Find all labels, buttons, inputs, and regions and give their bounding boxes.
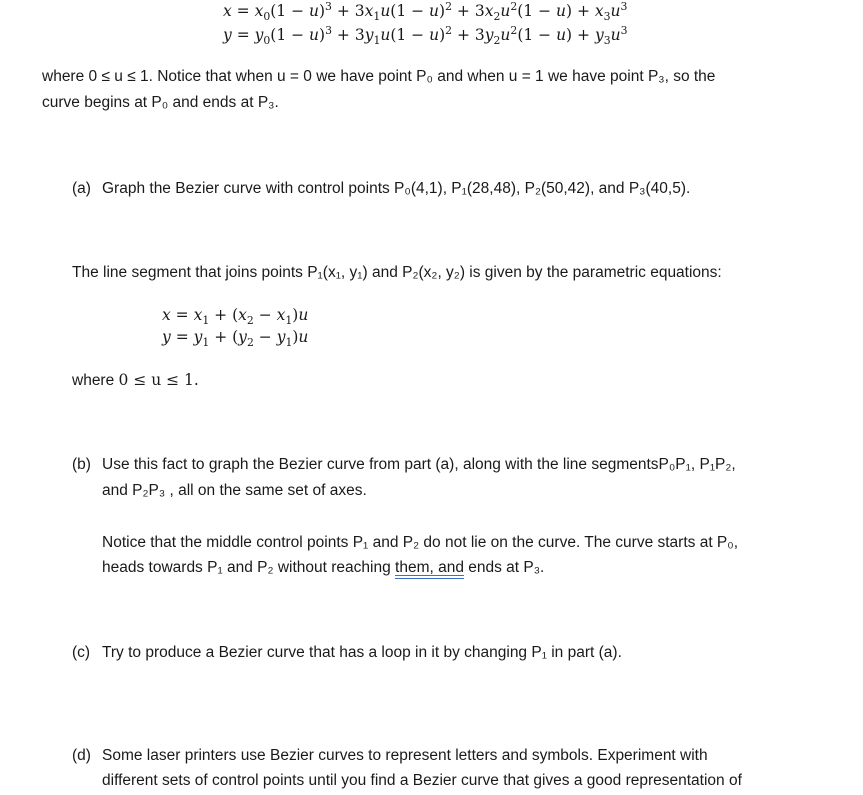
part-b-note-line-1: Notice that the middle control points P₁ and P₂ do not lie on the curve. The curve starts at P₀, [102,534,739,551]
part-b-line-2: and P₂P₃ , all on the same set of axes. [102,482,367,499]
line-y-equation: $y = y_1 + (y_2 - y_1)u$ [162,328,309,349]
line-x-equation: $x = x_1 + (x_2 - x_1)u$ [162,306,309,327]
part-b-note-line-2: heads towards P₁ and P₂ without reaching them, and ends at P₃. [102,559,545,576]
range-statement: where 0 ≤ u ≤ 1. [72,371,199,389]
bezier-x-equation: $x = x_0(1 - u)^3 + 3x_1u(1 - u)^2 + 3x_2u^2(1 - u) + x_3u^3$ [223,0,628,23]
part-d-label: (d) [72,747,91,764]
part-a-text: Graph the Bezier curve with control points P₀(4,1), P₁(28,48), P₂(50,42), and P₃(40,5). [102,180,691,197]
part-a-label: (a) [72,180,91,197]
part-d-line-2: different sets of control points until you find a Bezier curve that gives a good representation of [102,772,742,789]
bezier-y-equation: $y = y_0(1 - u)^3 + 3y_1u(1 - u)^2 + 3y_2u^2(1 - u) + y_3u^3$ [223,24,628,47]
segment-intro: The line segment that joins points P₁(x₁, y₁) and P₂(x₂, y₂) is given by the parametric equations: [72,264,722,281]
intro-line-2: curve begins at P₀ and ends at P₃. [42,94,279,111]
intro-line-1: where 0 ≤ u ≤ 1. Notice that when u = 0 we have point P₀ and when u = 1 we have point P₃, so the [42,68,716,85]
part-c-label: (c) [72,644,91,661]
part-b-line-1: Use this fact to graph the Bezier curve from part (a), along with the line segmentsP₀P₁, P₁P₂, [102,456,736,473]
spellcheck-underline[interactable]: them, and [395,559,464,576]
part-d-line-1: Some laser printers use Bezier curves to represent letters and symbols. Experiment with [102,747,708,764]
part-c-text: Try to produce a Bezier curve that has a loop in it by changing P₁ in part (a). [102,644,622,661]
part-b-label: (b) [72,456,91,473]
